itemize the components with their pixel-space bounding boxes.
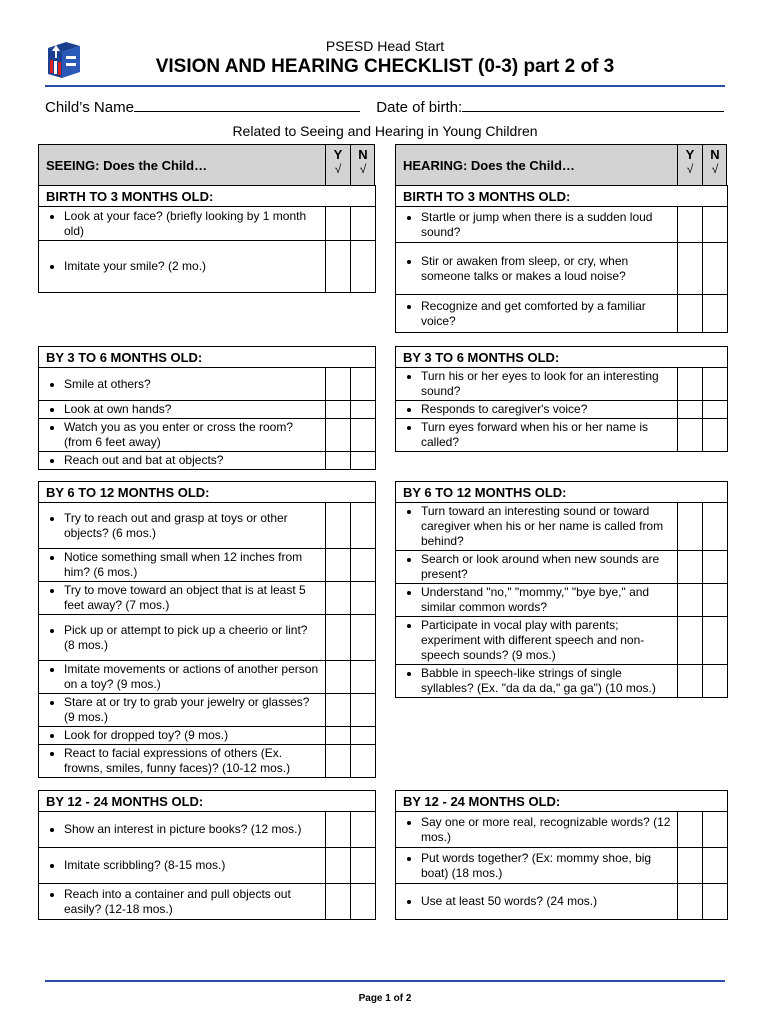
yes-checkbox[interactable]: [326, 207, 351, 241]
yes-checkbox[interactable]: [677, 401, 702, 419]
checklist-item: • Stir or awaken from sleep, or cry, when someone talks or makes a loud noise?: [396, 243, 678, 295]
organization-name: PSESD Head Start: [325, 38, 445, 54]
checklist-item: • Look for dropped toy? (9 mos.): [39, 727, 326, 745]
yes-checkbox[interactable]: [325, 727, 350, 745]
checklist-item: • Stare at or try to grab your jewelry or glasses? (9 mos.): [39, 694, 326, 727]
checklist-item: • React to facial expressions of others (Ex. frowns, smiles, funny faces)? (10-12 mos.): [39, 745, 326, 778]
checklist-item: • Reach into a container and pull objects out easily? (12-18 mos.): [39, 884, 326, 920]
no-checkbox[interactable]: [350, 368, 375, 401]
no-checkbox[interactable]: [351, 848, 376, 884]
section-heading: BY 12 - 24 MONTHS OLD:: [396, 791, 728, 812]
no-checkbox[interactable]: [350, 419, 375, 452]
head-start-logo: [44, 36, 84, 80]
yes-checkbox[interactable]: [678, 243, 703, 295]
no-checkbox[interactable]: [702, 551, 727, 584]
yes-checkbox[interactable]: [325, 549, 350, 582]
checklist-item: • Turn eyes forward when his or her name is called?: [396, 419, 678, 452]
checklist-item: • Responds to caregiver's voice?: [396, 401, 678, 419]
yes-checkbox[interactable]: [678, 295, 703, 333]
no-checkbox[interactable]: [703, 812, 728, 848]
no-checkbox[interactable]: [351, 812, 376, 848]
no-checkbox[interactable]: [702, 584, 727, 617]
checklist-item: • Imitate your smile? (2 mo.): [39, 241, 326, 293]
no-checkbox[interactable]: [703, 207, 728, 243]
yes-checkbox[interactable]: [325, 401, 350, 419]
checklist-item: • Participate in vocal play with parents; experiment with different speech and non-speech sounds? (9 mos.): [396, 617, 678, 665]
hearing-12-24-table: [395, 790, 728, 920]
no-checkbox[interactable]: [350, 401, 375, 419]
seeing-6-12-table: [38, 481, 376, 778]
checklist-item: • Turn his or her eyes to look for an interesting sound?: [396, 368, 678, 401]
yes-checkbox[interactable]: [325, 661, 350, 694]
checklist-item: • Recognize and get comforted by a familiar voice?: [396, 295, 678, 333]
section-heading: BIRTH TO 3 MONTHS OLD:: [39, 186, 376, 207]
yes-checkbox[interactable]: [325, 503, 350, 549]
checklist-item: • Imitate movements or actions of another person on a toy? (9 mos.): [39, 661, 326, 694]
checklist-item: • Watch you as you enter or cross the room? (from 6 feet away): [39, 419, 326, 452]
yes-checkbox[interactable]: [678, 812, 703, 848]
yes-checkbox[interactable]: [677, 368, 702, 401]
checklist-item: • Use at least 50 words? (24 mos.): [396, 884, 678, 920]
checklist-item: • Try to move toward an object that is at least 5 feet away? (7 mos.): [39, 582, 326, 615]
hearing-birth-3-table: [395, 185, 728, 333]
checklist-item: • Smile at others?: [39, 368, 326, 401]
seeing-yes-header: Y √: [325, 145, 350, 186]
yes-checkbox[interactable]: [678, 207, 703, 243]
no-checkbox[interactable]: [351, 884, 376, 920]
yes-checkbox[interactable]: [677, 419, 702, 452]
checklist-item: • Put words together? (Ex: mommy shoe, big boat) (18 mos.): [396, 848, 678, 884]
yes-checkbox[interactable]: [325, 615, 350, 661]
no-checkbox[interactable]: [703, 848, 728, 884]
yes-checkbox[interactable]: [325, 694, 350, 727]
no-checkbox[interactable]: [702, 419, 727, 452]
checklist-item: • Notice something small when 12 inches from him? (6 mos.): [39, 549, 326, 582]
yes-checkbox[interactable]: [678, 848, 703, 884]
checklist-item: • Pick up or attempt to pick up a cheerio or lint? (8 mos.): [39, 615, 326, 661]
no-checkbox[interactable]: [350, 727, 375, 745]
dob-label: Date of birth:: [376, 99, 463, 116]
page-number: Page 1 of 2: [358, 993, 412, 1004]
yes-checkbox[interactable]: [677, 584, 702, 617]
yes-checkbox[interactable]: [677, 503, 702, 551]
yes-checkbox[interactable]: [677, 551, 702, 584]
checklist-item: • Babble in speech-like strings of single syllables? (Ex. "da da da," ga ga") (10 mos.): [396, 665, 678, 698]
seeing-birth-3-table: [38, 185, 376, 293]
yes-checkbox[interactable]: [325, 452, 350, 470]
yes-checkbox[interactable]: [326, 848, 351, 884]
no-checkbox[interactable]: [350, 615, 375, 661]
header-divider: [45, 85, 725, 87]
child-info-fields: [45, 97, 724, 116]
seeing-3-6-table: [38, 346, 376, 470]
seeing-title: SEEING: Does the Child…: [46, 158, 208, 173]
checklist-item: • Try to reach out and grasp at toys or other objects? (6 mos.): [39, 503, 326, 549]
page-title: VISION AND HEARING CHECKLIST (0-3) part 2 of 3: [155, 56, 615, 77]
section-heading: BY 6 TO 12 MONTHS OLD:: [396, 482, 728, 503]
checklist-item: • Say one or more real, recognizable words? (12 mos.): [396, 812, 678, 848]
checklist-item: • Show an interest in picture books? (12 mos.): [39, 812, 326, 848]
checklist-item: • Turn toward an interesting sound or toward caregiver when his or her name is called from behind?: [396, 503, 678, 551]
child-name-label: Child’s Name: [45, 99, 134, 116]
footer-divider: [45, 980, 725, 982]
section-heading: BIRTH TO 3 MONTHS OLD:: [396, 186, 728, 207]
no-checkbox[interactable]: [703, 295, 728, 333]
hearing-no-header: N √: [702, 145, 727, 186]
dob-field[interactable]: [462, 97, 724, 112]
no-checkbox[interactable]: [351, 241, 376, 293]
no-checkbox[interactable]: [350, 549, 375, 582]
hearing-3-6-table: [395, 346, 728, 452]
checklist-item: • Look at your face? (briefly looking by 1 month old): [39, 207, 326, 241]
no-checkbox[interactable]: [703, 884, 728, 920]
checklist-item: • Search or look around when new sounds are present?: [396, 551, 678, 584]
yes-checkbox[interactable]: [326, 884, 351, 920]
no-checkbox[interactable]: [350, 661, 375, 694]
hearing-title: HEARING: Does the Child…: [403, 158, 575, 173]
yes-checkbox[interactable]: [326, 812, 351, 848]
no-checkbox[interactable]: [350, 452, 375, 470]
checklist-item: • Reach out and bat at objects?: [39, 452, 326, 470]
subtitle: Related to Seeing and Hearing in Young Children: [232, 123, 538, 139]
checklist-item: • Startle or jump when there is a sudden loud sound?: [396, 207, 678, 243]
no-checkbox[interactable]: [350, 582, 375, 615]
hearing-yes-header: Y √: [677, 145, 702, 186]
yes-checkbox[interactable]: [678, 884, 703, 920]
seeing-no-header: N √: [350, 145, 375, 186]
yes-checkbox[interactable]: [325, 582, 350, 615]
yes-checkbox[interactable]: [677, 617, 702, 665]
no-checkbox[interactable]: [351, 207, 376, 241]
section-heading: BY 6 TO 12 MONTHS OLD:: [39, 482, 376, 503]
seeing-column-header: [38, 144, 375, 186]
section-heading: BY 3 TO 6 MONTHS OLD:: [396, 347, 728, 368]
no-checkbox[interactable]: [350, 694, 375, 727]
yes-checkbox[interactable]: [325, 745, 350, 778]
seeing-12-24-table: [38, 790, 376, 920]
no-checkbox[interactable]: [350, 745, 375, 778]
no-checkbox[interactable]: [702, 503, 727, 551]
no-checkbox[interactable]: [702, 617, 727, 665]
yes-checkbox[interactable]: [325, 419, 350, 452]
checklist-item: • Understand "no," "mommy," "bye bye," and similar common words?: [396, 584, 678, 617]
no-checkbox[interactable]: [350, 503, 375, 549]
section-heading: BY 3 TO 6 MONTHS OLD:: [39, 347, 376, 368]
no-checkbox[interactable]: [702, 665, 727, 698]
yes-checkbox[interactable]: [325, 368, 350, 401]
no-checkbox[interactable]: [703, 243, 728, 295]
child-name-field[interactable]: [134, 97, 360, 112]
yes-checkbox[interactable]: [326, 241, 351, 293]
no-checkbox[interactable]: [702, 368, 727, 401]
checklist-item: • Look at own hands?: [39, 401, 326, 419]
section-heading: BY 12 - 24 MONTHS OLD:: [39, 791, 376, 812]
hearing-6-12-table: [395, 481, 728, 698]
no-checkbox[interactable]: [702, 401, 727, 419]
hearing-column-header: [395, 144, 727, 186]
yes-checkbox[interactable]: [677, 665, 702, 698]
checklist-item: • Imitate scribbling? (8-15 mos.): [39, 848, 326, 884]
